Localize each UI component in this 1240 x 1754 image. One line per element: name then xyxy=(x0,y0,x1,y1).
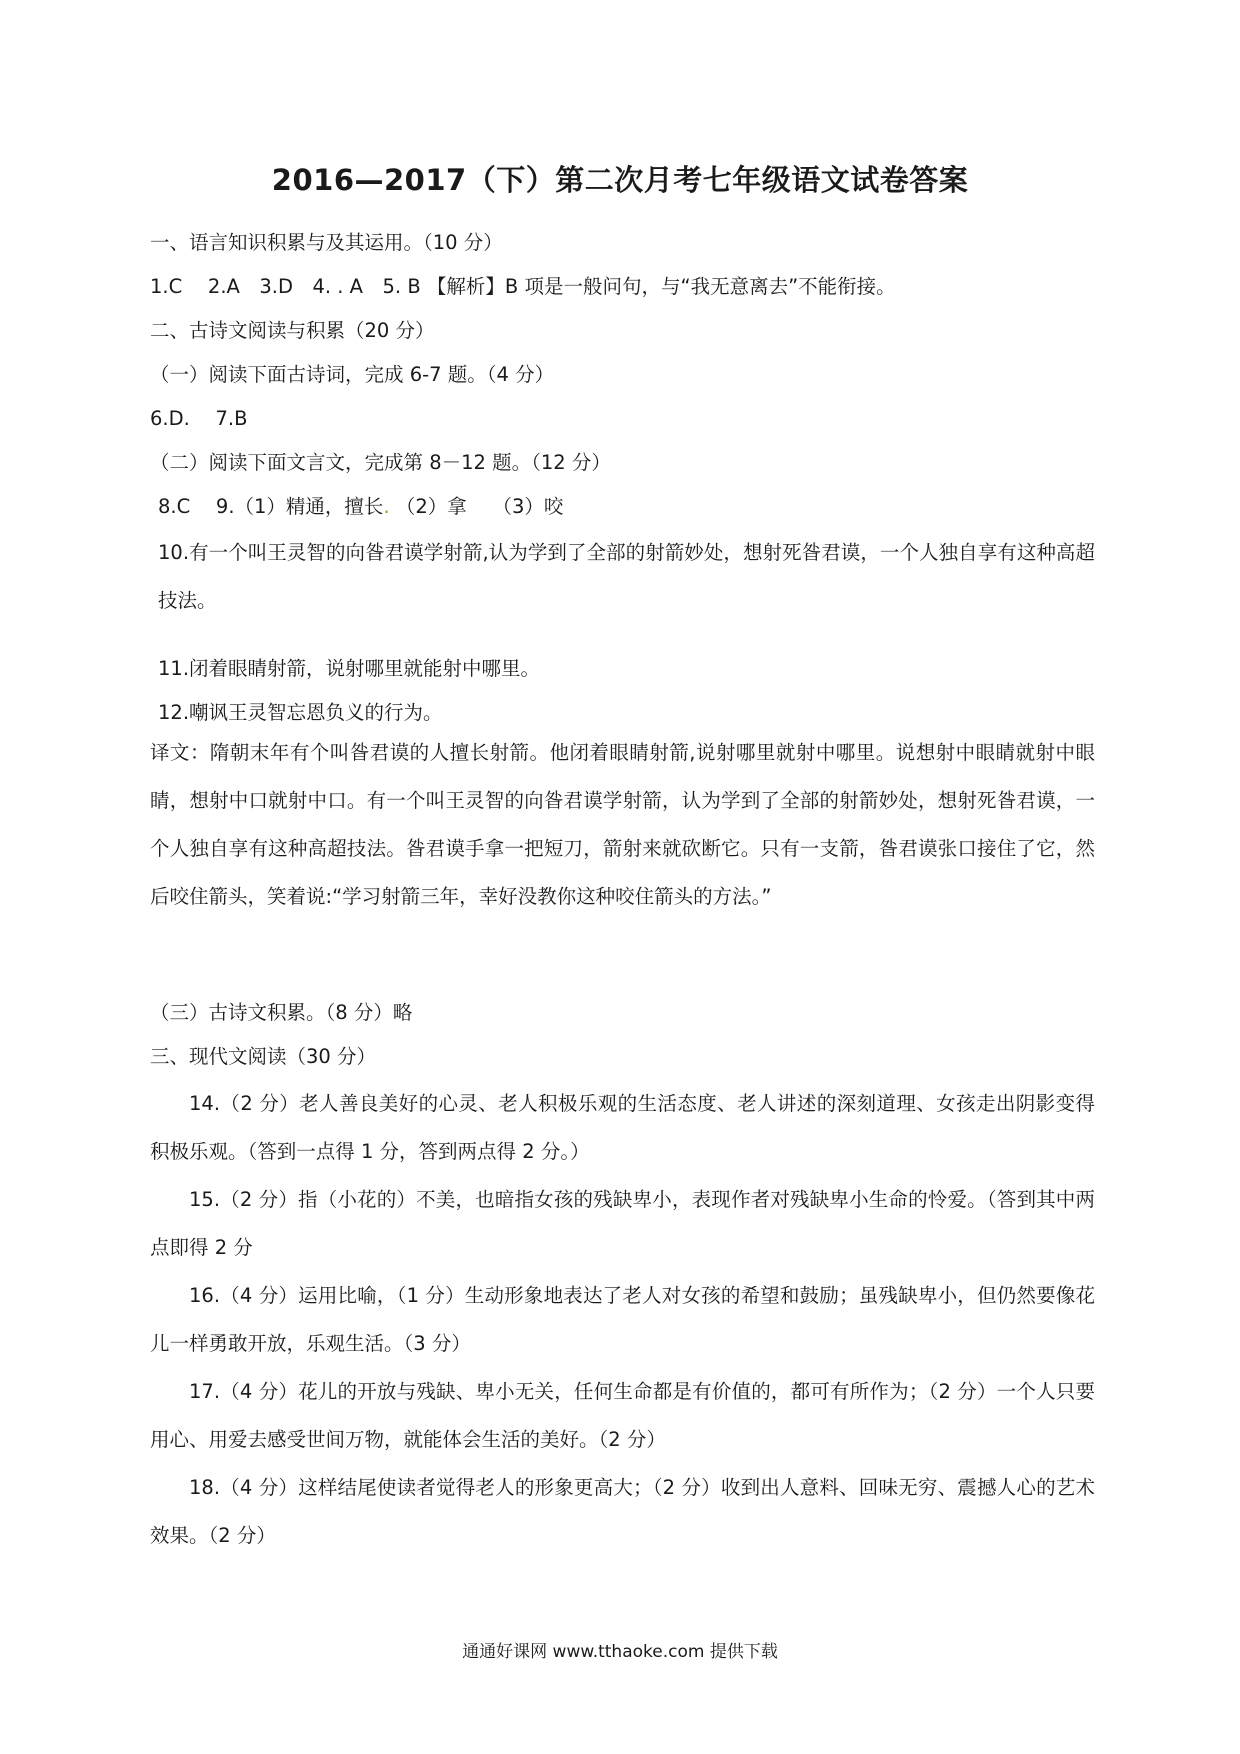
section-3-heading: 三、现代文阅读（30 分） xyxy=(150,1045,377,1068)
answer-16: 16.（4 分）运用比喻，（1 分）生动形象地表达了老人对女孩的希望和鼓励；虽残缺卑小，但仍然要像花儿一样勇敢开放，乐观生活。（3 分） xyxy=(150,1284,1095,1355)
answer-9-dot: . xyxy=(383,495,390,518)
page-title: 2016—2017（下）第二次月考七年级语文试卷答案 xyxy=(271,163,969,197)
section-1-answers: 1.C 2.A 3.D 4. . A 5. B 【解析】B 项是一般问句，与“我无意离去”不能衔接。 xyxy=(150,275,896,298)
answer-14: 14.（2 分）老人善良美好的心灵、老人积极乐观的生活态度、老人讲述的深刻道理、女孩走出阴影变得积极乐观。（答到一点得 1 分，答到两点得 2 分。） xyxy=(150,1092,1095,1163)
section-2-part-2-heading: （二）阅读下面文言文，完成第 8－12 题。（12 分） xyxy=(150,451,611,474)
translation-paragraph: 译文：隋朝末年有个叫昝君谟的人擅长射箭。他闭着眼睛射箭,说射哪里就射中哪里。说想射中眼睛就射中眼睛，想射中口就射中口。有一个叫王灵智的向昝君谟学射箭，认为学到了全部的射箭妙处，想射死昝君谟，一个人独自享有这种高超技法。昝君谟手拿一把短刀，箭射来就砍断它。只有一支箭，昝君谟张口接住了它，然后咬住箭头，笑着说:“学习射箭三年，幸好没教你这种咬住箭头的方法。” xyxy=(150,741,1095,908)
answer-8-9 xyxy=(150,492,563,522)
answer-9-rest: （2）拿 （3）咬 xyxy=(389,495,564,518)
section-2-part-1-answers: 6.D. 7.B xyxy=(150,407,248,430)
answer-10: 10.有一个叫王灵智的向昝君谟学射箭,认为学到了全部的射箭妙处，想射死昝君谟，一个人独自享有这种高超技法。 xyxy=(158,541,1095,612)
answer-8-9-text: 8.C 9.（1）精通，擅长 xyxy=(158,495,384,518)
section-2-part-1-heading: （一）阅读下面古诗词，完成 6-7 题。（4 分） xyxy=(150,363,555,386)
answer-11: 11.闭着眼睛射箭，说射哪里就能射中哪里。 xyxy=(158,657,541,680)
answer-12: 12.嘲讽王灵智忘恩负义的行为。 xyxy=(158,701,443,724)
section-1-heading: 一、语言知识积累与及其运用。（10 分） xyxy=(150,231,503,254)
answer-18: 18.（4 分）这样结尾使读者觉得老人的形象更高大；（2 分）收到出人意料、回味无穷、震撼人心的艺术效果。（2 分） xyxy=(150,1476,1095,1547)
answer-15: 15.（2 分）指（小花的）不美，也暗指女孩的残缺卑小，表现作者对残缺卑小生命的怜爱。（答到其中两点即得 2 分 xyxy=(150,1188,1095,1259)
footer-source: 通通好课网 www.tthaoke.com 提供下载 xyxy=(462,1642,778,1662)
section-2-part-3: （三）古诗文积累。（8 分）略 xyxy=(150,1001,413,1024)
section-2-heading: 二、古诗文阅读与积累（20 分） xyxy=(150,319,435,342)
answer-17: 17.（4 分）花儿的开放与残缺、卑小无关，任何生命都是有价值的，都可有所作为；（2 分）一个人只要用心、用爱去感受世间万物，就能体会生活的美好。（2 分） xyxy=(150,1380,1095,1451)
